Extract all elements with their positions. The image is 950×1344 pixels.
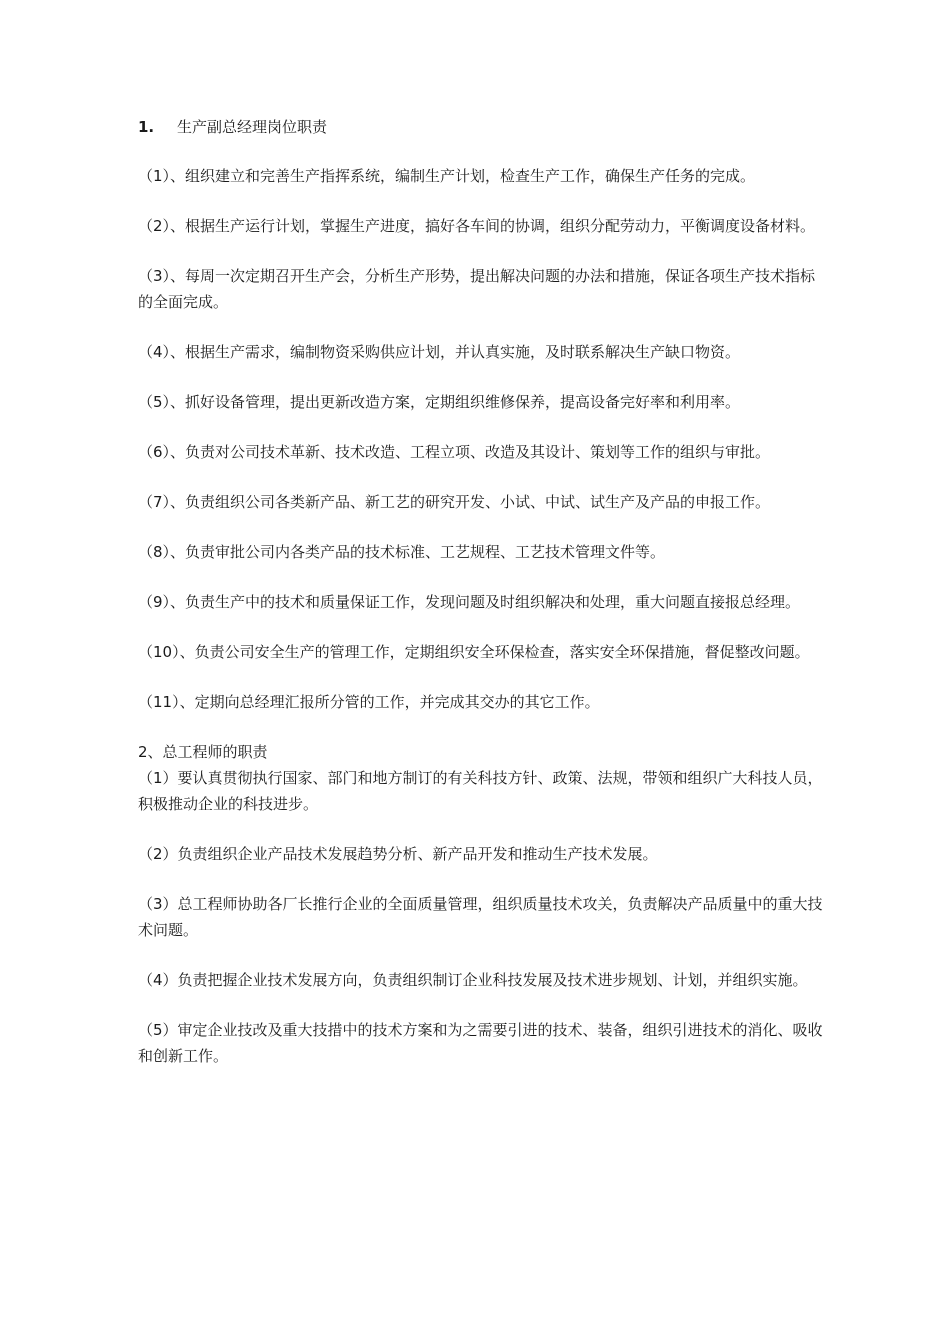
section-2-item-1: （1）要认真贯彻执行国家、部门和地方制订的有关科技方针、政策、法规，带领和组织广大科技人员，积极推动企业的科技进步。 bbox=[138, 769, 823, 813]
section-1-item-4: （4）、根据生产需求，编制物资采购供应计划，并认真实施，及时联系解决生产缺口物资。 bbox=[138, 343, 741, 361]
section-1-item-11: （11）、定期向总经理汇报所分管的工作，并完成其交办的其它工作。 bbox=[138, 693, 600, 711]
section-1-item-2: （2）、根据生产运行计划，掌握生产进度，搞好各车间的协调，组织分配劳动力，平衡调度设备材料。 bbox=[138, 217, 816, 235]
section-2-item-3: （3）总工程师协助各厂长推行企业的全面质量管理，组织质量技术攻关，负责解决产品质量中的重大技术问题。 bbox=[138, 895, 823, 939]
section-1-item-8: （8）、负责审批公司内各类产品的技术标准、工艺规程、工艺技术管理文件等。 bbox=[138, 543, 666, 561]
section-1-item-7: （7）、负责组织公司各类新产品、新工艺的研究开发、小试、中试、试生产及产品的申报工作。 bbox=[138, 493, 771, 511]
section-1-heading bbox=[138, 114, 830, 140]
section-1-item-10: （10）、负责公司安全生产的管理工作，定期组织安全环保检查，落实安全环保措施，督促整改问题。 bbox=[138, 643, 810, 661]
document-body bbox=[138, 114, 830, 1069]
section-1-item-1: （1）、组织建立和完善生产指挥系统，编制生产计划，检查生产工作，确保生产任务的完成。 bbox=[138, 167, 756, 185]
section-1-item-5: （5）、抓好设备管理，提出更新改造方案，定期组织维修保养，提高设备完好率和利用率。 bbox=[138, 393, 741, 411]
section-2-item-2: （2）负责组织企业产品技术发展趋势分析、新产品开发和推动生产技术发展。 bbox=[138, 845, 658, 863]
section-2-item-4: （4）负责把握企业技术发展方向，负责组织制订企业科技发展及技术进步规划、计划，并组织实施。 bbox=[138, 971, 808, 989]
section-1-item-3: （3）、每周一次定期召开生产会，分析生产形势，提出解决问题的办法和措施，保证各项生产技术指标的全面完成。 bbox=[138, 267, 816, 311]
section-1-item-9: （9）、负责生产中的技术和质量保证工作，发现问题及时组织解决和处理，重大问题直接报总经理。 bbox=[138, 593, 801, 611]
section-1-number: 1. bbox=[138, 118, 155, 136]
section-1-item-6: （6）、负责对公司技术革新、技术改造、工程立项、改造及其设计、策划等工作的组织与审批。 bbox=[138, 443, 771, 461]
section-2-heading: 2、总工程师的职责 bbox=[138, 743, 268, 761]
section-2-item-5: （5）审定企业技改及重大技措中的技术方案和为之需要引进的技术、装备，组织引进技术的消化、吸收和创新工作。 bbox=[138, 1021, 823, 1065]
section-1-title: 生产副总经理岗位职责 bbox=[177, 118, 328, 136]
